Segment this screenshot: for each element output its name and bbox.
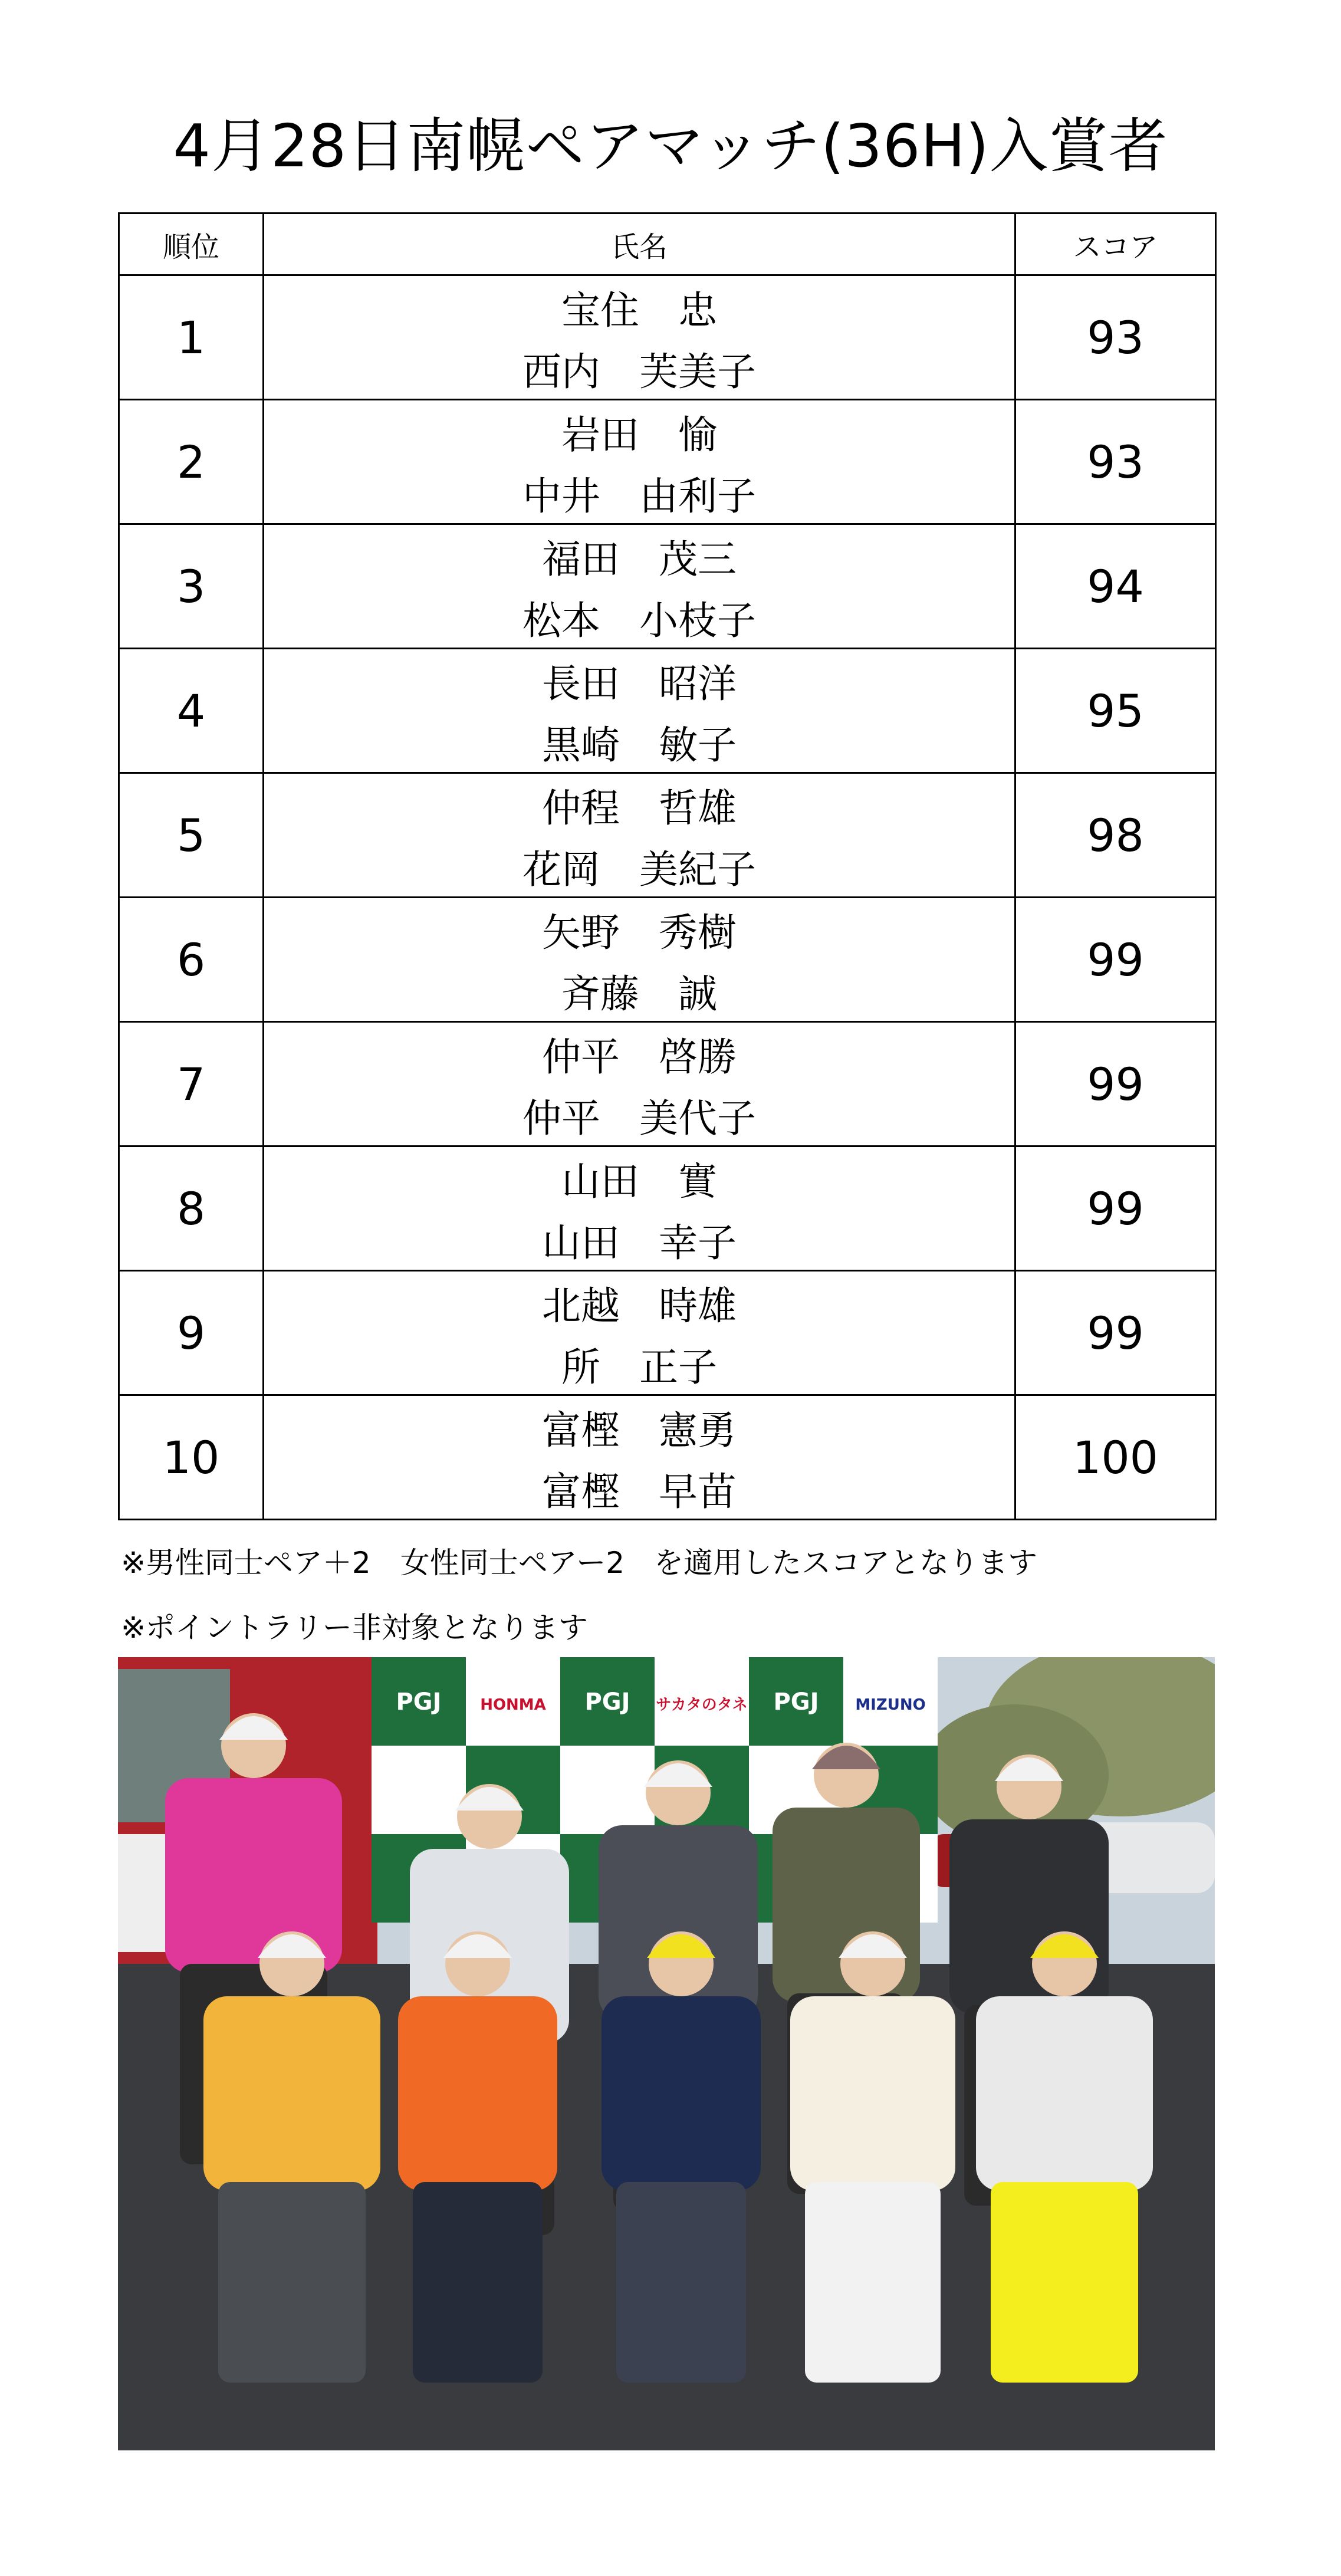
rank-cell: 5 (119, 773, 264, 898)
rank-cell: 1 (119, 275, 264, 400)
group-photo (118, 1657, 1215, 2450)
person-figure (602, 1931, 761, 2383)
table-row (119, 1271, 1216, 1395)
player-name-2: 西内 芙美子 (522, 349, 756, 395)
player-name-2: 斉藤 誠 (561, 971, 717, 1017)
table-row (119, 773, 1216, 898)
player-name-2: 中井 由利子 (522, 474, 756, 519)
group-photo-illustration (118, 1657, 1215, 2450)
player-name-2: 黒崎 敏子 (542, 722, 737, 768)
backdrop-logo: MIZUNO (855, 1696, 926, 1714)
note-handicap: ※男性同士ペア＋2 女性同士ペアー2 を適用したスコアとなります (121, 1546, 1038, 1580)
player-name-1: 富樫 憲勇 (542, 1408, 737, 1453)
names-cell (264, 1395, 1015, 1520)
player-name-2: 山田 幸子 (542, 1220, 737, 1266)
player-name-1: 宝住 忠 (561, 288, 717, 333)
score-cell: 98 (1015, 773, 1216, 898)
score-cell: 99 (1015, 1146, 1216, 1271)
player-name-1: 福田 茂三 (542, 537, 737, 582)
names-cell (264, 1271, 1015, 1395)
player-name-1: 北越 時雄 (542, 1283, 737, 1329)
names-cell (264, 275, 1015, 400)
player-name-1: 岩田 愉 (561, 412, 717, 458)
names-cell (264, 898, 1015, 1022)
person-figure (203, 1931, 380, 2383)
player-name-1: 長田 昭洋 (542, 661, 737, 707)
player-name-2: 仲平 美代子 (522, 1096, 756, 1141)
table-row (119, 1022, 1216, 1146)
person-figure (790, 1931, 955, 2383)
person-figure (976, 1931, 1153, 2383)
score-cell: 99 (1015, 898, 1216, 1022)
table-row (119, 1395, 1216, 1520)
player-name-2: 松本 小枝子 (522, 598, 756, 643)
rank-cell: 6 (119, 898, 264, 1022)
player-name-2: 花岡 美紀子 (522, 847, 756, 892)
names-cell (264, 649, 1015, 773)
names-cell (264, 1146, 1015, 1271)
rank-cell: 4 (119, 649, 264, 773)
header-name: 氏名 (264, 213, 1015, 275)
table-header-row (119, 213, 1216, 275)
names-cell (264, 400, 1015, 524)
rank-cell: 2 (119, 400, 264, 524)
rank-cell: 7 (119, 1022, 264, 1146)
results-table (118, 212, 1217, 1520)
score-cell: 94 (1015, 524, 1216, 649)
note-point-rally: ※ポイントラリー非対象となります (121, 1611, 588, 1645)
backdrop-logo: HONMA (480, 1696, 546, 1714)
score-cell: 93 (1015, 275, 1216, 400)
player-name-2: 所 正子 (561, 1345, 717, 1390)
backdrop-logo: PGJ (396, 1688, 442, 1716)
score-cell: 95 (1015, 649, 1216, 773)
score-cell: 100 (1015, 1395, 1216, 1520)
header-score: スコア (1015, 213, 1216, 275)
score-cell: 93 (1015, 400, 1216, 524)
names-cell (264, 524, 1015, 649)
player-name-1: 山田 實 (561, 1159, 717, 1204)
player-name-1: 矢野 秀樹 (542, 910, 737, 955)
backdrop-logo: PGJ (584, 1688, 630, 1716)
player-name-2: 富樫 早苗 (542, 1469, 737, 1514)
person-figure (398, 1931, 557, 2383)
backdrop-logo: サカタのタネ (656, 1696, 748, 1714)
rank-cell: 10 (119, 1395, 264, 1520)
table-row (119, 524, 1216, 649)
table-row (119, 275, 1216, 400)
table-row (119, 649, 1216, 773)
rank-cell: 9 (119, 1271, 264, 1395)
score-cell: 99 (1015, 1271, 1216, 1395)
table-row (119, 898, 1216, 1022)
player-name-1: 仲程 哲雄 (542, 786, 737, 831)
player-name-1: 仲平 啓勝 (542, 1034, 737, 1080)
rank-cell: 3 (119, 524, 264, 649)
rank-cell: 8 (119, 1146, 264, 1271)
table-row (119, 1146, 1216, 1271)
names-cell (264, 1022, 1015, 1146)
backdrop-logo: PGJ (773, 1688, 819, 1716)
table-row (119, 400, 1216, 524)
header-rank: 順位 (119, 213, 264, 275)
page-title: 4月28日南幌ペアマッチ(36H)入賞者 (173, 111, 1168, 180)
names-cell (264, 773, 1015, 898)
score-cell: 99 (1015, 1022, 1216, 1146)
